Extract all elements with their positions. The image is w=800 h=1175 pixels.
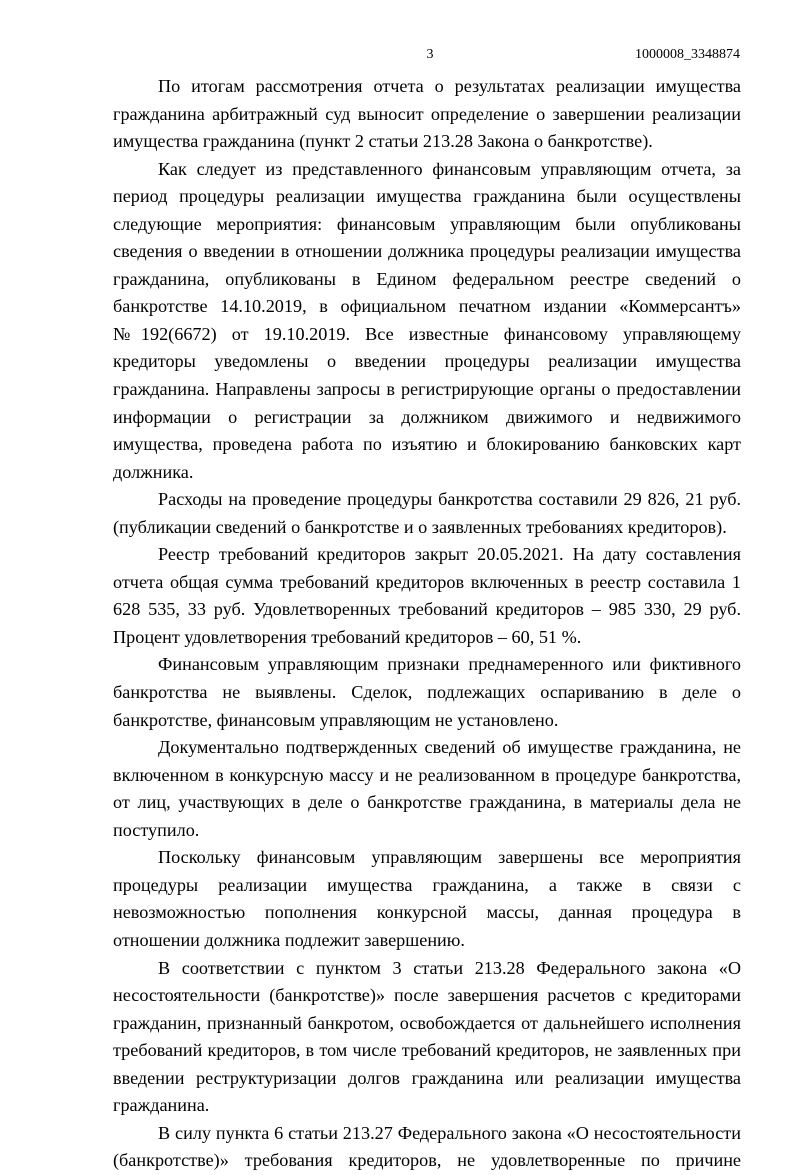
paragraph-debt-release: В соответствии с пунктом 3 статьи 213.28 Федерального закона «О несостоятельности (банкротстве)» после завершения расчетов с кредиторами гражданин, признанный банкротом, освобождается от дальнейшего исполнения требований кредиторов, в том числе требований кредиторов, не заявленных при введении реструктуризации долгов гражданина или реализации имущества гражданина. [113, 957, 741, 1116]
document-id: 1000008_3348874 [635, 47, 740, 62]
paragraph-fictitious-bankruptcy: Финансовым управляющим признаки преднамеренного или фиктивного банкротства не выявлены. Сделок, подлежащих оспариванию в деле о банкротстве, финансовым управляющим не установлено. [113, 654, 741, 730]
paragraph-property-info: Документально подтвержденных сведений об имуществе гражданина, не включенном в конкурсную массу и не реализованном в процедуре банкротства, от лиц, участвующих в деле о банкротстве гражданина, в материалы дела не поступило. [113, 737, 741, 840]
paragraph-procedure-completion: Поскольку финансовым управляющим завершены все мероприятия процедуры реализации имущества гражданина, а также в связи с невозможностью пополнения конкурсной массы, данная процедура в отношении должника подлежит завершению. [113, 847, 741, 950]
page-number: 3 [426, 47, 434, 62]
paragraph-expenses: Расходы на проведение процедуры банкротства составили 29 826, 21 руб. (публикации сведений о банкротстве и о заявленных требованиях кредиторов). [113, 489, 741, 537]
paragraph-article-213-27: В силу пункта 6 статьи 213.27 Федерального закона «О несостоятельности (банкротстве)» требования кредиторов, не удовлетворенные по причине [113, 1122, 741, 1171]
paragraph-report-review: По итогам рассмотрения отчета о результатах реализации имущества гражданина арбитражный суд выносит определение о завершении реализации имущества гражданина (пункт 2 статьи 213.28 Закона о банкротстве). [113, 76, 741, 152]
paragraph-measures-taken: Как следует из представленного финансовым управляющим отчета, за период процедуры реализации имущества гражданина были осуществлены следующие мероприятия: финансовым управляющим были опубликованы сведения о введении в отношении должника процедуры реализации имущества гражданина, опубликованы в Едином федеральном реестре сведений о банкротстве 14.10.2019, в официальном печатном издании «Коммерсантъ» №192(6672) от 19.10.2019. Все известные финансовому управляющему кредиторы уведомлены о введении процедуры реализации имущества гражданина. Направлены запросы в регистрирующие органы о предоставлении информации о регистрации за должником движимого и недвижимого имущества, проведена работа по изъятию и блокированию банковских карт должника. [113, 158, 741, 482]
paragraph-creditors-register: Реестр требований кредиторов закрыт 20.05.2021. На дату составления отчета общая сумма требований кредиторов включенных в реестр составила 1 628 535, 33 руб. Удовлетворенных требований кредиторов – 985 330, 29 руб. Процент удовлетворения требований кредиторов – 60, 51 %. [113, 544, 741, 647]
document-body [113, 73, 741, 1175]
